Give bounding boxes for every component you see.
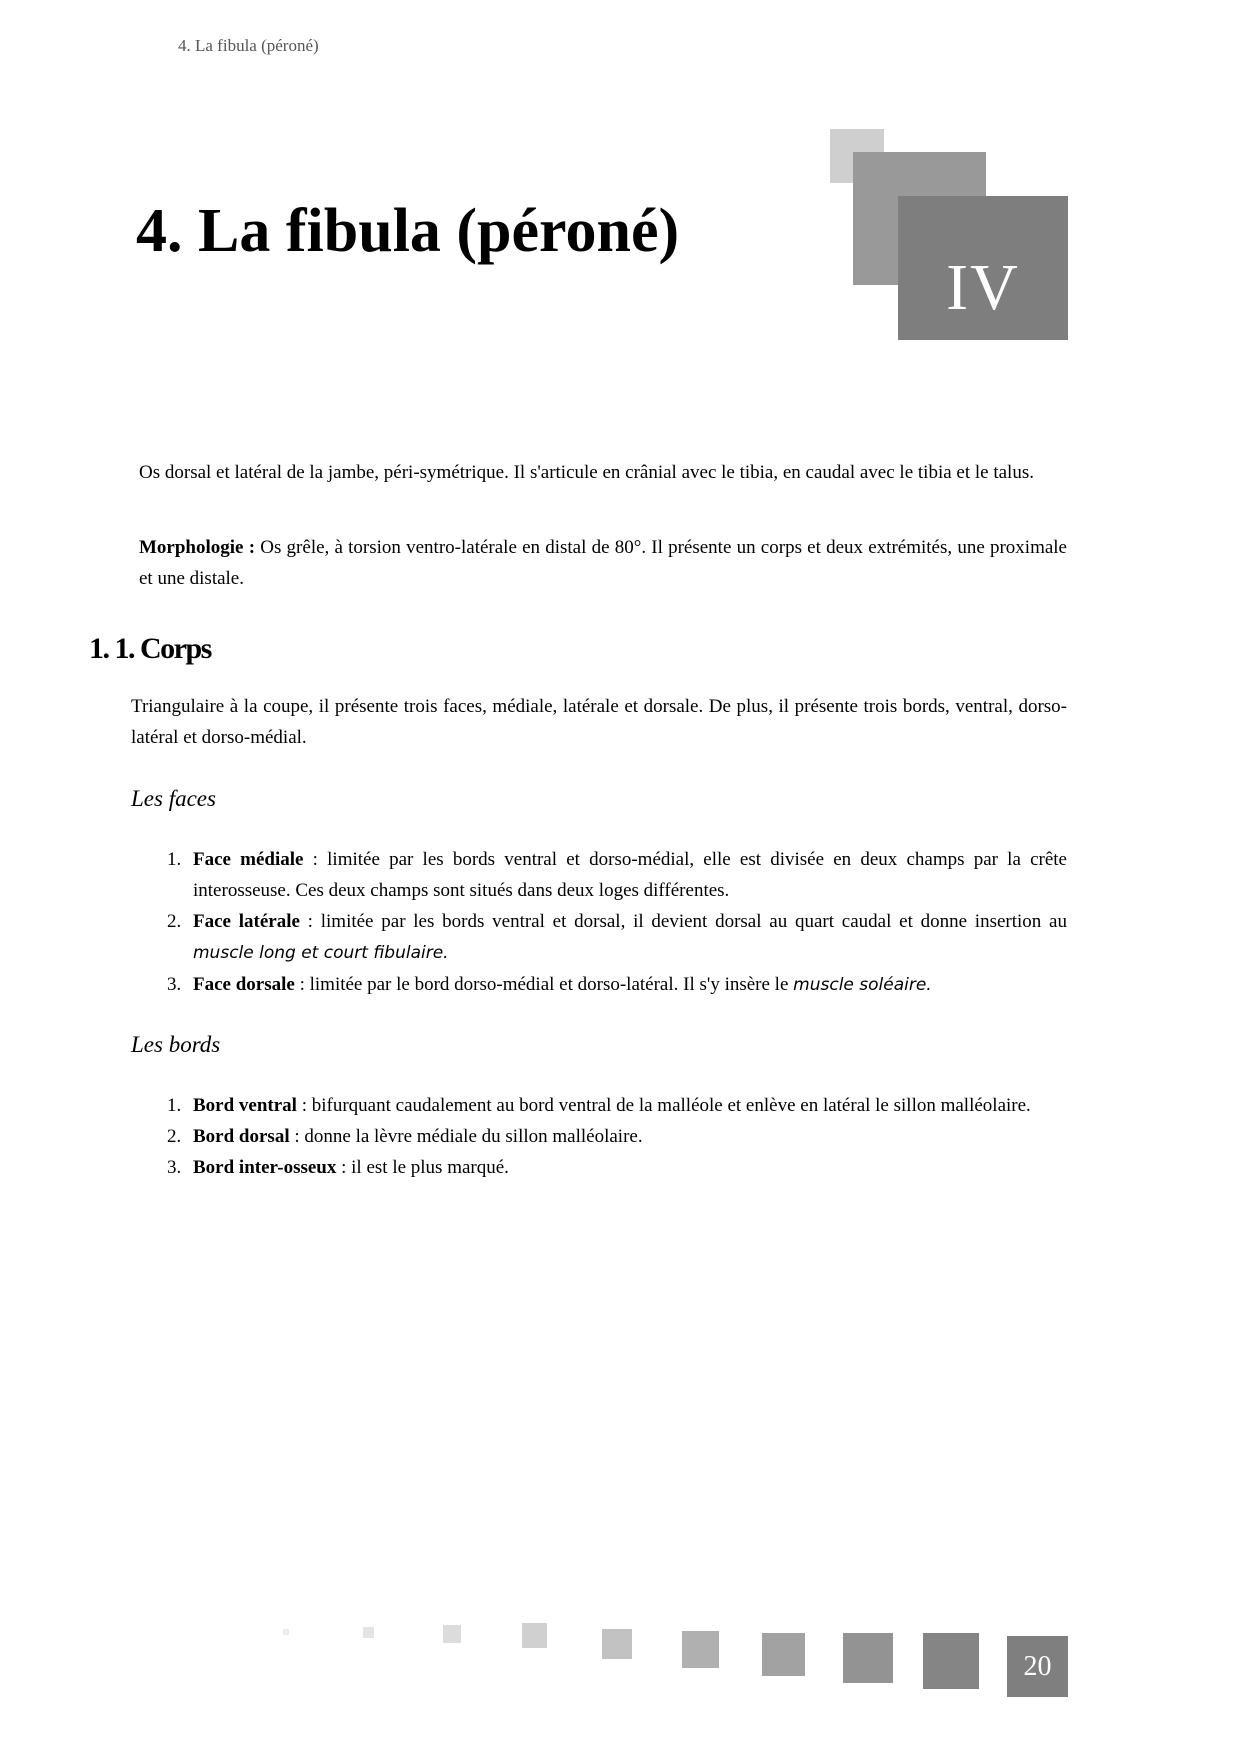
list-item-label: Bord ventral	[193, 1095, 297, 1116]
list-number: 2.	[167, 1126, 182, 1147]
list-item-label: Face dorsale	[193, 974, 295, 995]
footer-decor-square	[443, 1625, 461, 1643]
bords-heading: Les bords	[131, 1032, 221, 1057]
morphology-label: Morphologie :	[139, 537, 256, 558]
footer-decor-square	[522, 1623, 547, 1648]
list-number: 1.	[167, 849, 182, 870]
list-number: 3.	[167, 1157, 182, 1178]
section-heading: 1. 1. Corps	[89, 632, 211, 665]
footer-decor-square	[762, 1633, 805, 1676]
morphology-text: Os grêle, à torsion ventro-latérale en distal de 80°. Il présente un corps et deux extrémités, une proximale et une distale.	[139, 537, 1067, 589]
footer-decor-square	[363, 1627, 374, 1638]
list-item-text: : il est le plus marqué.	[336, 1157, 509, 1178]
intro-paragraph: Os dorsal et latéral de la jambe, péri-symétrique. Il s'articule en crânial avec le tibia, en caudal avec le tibia et le talus.	[139, 462, 1034, 483]
list-item	[167, 844, 1067, 906]
list-item-text: : limitée par les bords ventral et dorso-médial, elle est divisée en deux champs par la crête interosseuse. Ces deux champs sont situés dans deux loges différentes.	[193, 849, 1067, 901]
chapter-title: 4. La fibula (péroné)	[136, 197, 680, 265]
list-item	[167, 1121, 1067, 1152]
muscle-name: muscle long et court fibulaire.	[193, 943, 449, 963]
list-item-label: Bord dorsal	[193, 1126, 290, 1147]
list-item-text: : limitée par les bords ventral et dorsal, il devient dorsal au quart caudal et donne insertion au	[299, 911, 1067, 932]
morphology-paragraph	[139, 532, 1067, 594]
list-item-text: : bifurquant caudalement au bord ventral de la malléole et enlève en latéral le sillon malléolaire.	[296, 1095, 1031, 1116]
list-item-label: Face latérale	[193, 911, 300, 932]
list-item	[167, 969, 1067, 1001]
footer-decor-square	[923, 1633, 979, 1689]
list-item	[167, 1090, 1067, 1121]
footer-decor-square	[682, 1631, 719, 1668]
footer-decor-square	[843, 1633, 893, 1683]
muscle-name: muscle soléaire.	[793, 975, 932, 995]
list-item	[167, 1152, 1067, 1183]
list-item	[167, 906, 1067, 969]
running-header: 4. La fibula (péroné)	[178, 36, 319, 55]
page-number: 20	[1007, 1636, 1068, 1697]
list-item-text: : limitée par le bord dorso-médial et dorso-latéral. Il s'y insère le	[294, 974, 794, 995]
list-number: 1.	[167, 1095, 182, 1116]
list-item-text: : donne la lèvre médiale du sillon malléolaire.	[289, 1126, 643, 1147]
faces-heading: Les faces	[131, 786, 216, 811]
list-number: 2.	[167, 911, 182, 932]
footer-decor-square	[283, 1629, 289, 1635]
list-item-label: Bord inter-osseux	[193, 1157, 337, 1178]
chapter-numeral: IV	[946, 251, 1020, 324]
faces-list	[167, 844, 1067, 1001]
list-item-label: Face médiale	[193, 849, 304, 870]
list-number: 3.	[167, 974, 182, 995]
section-paragraph: Triangulaire à la coupe, il présente trois faces, médiale, latérale et dorsale. De plus, il présente trois bords, ventral, dorso-latéral et dorso-médial.	[131, 696, 1067, 748]
bords-list	[167, 1090, 1067, 1183]
chapter-number-badge	[898, 196, 1068, 340]
footer-decor-square	[602, 1629, 632, 1659]
